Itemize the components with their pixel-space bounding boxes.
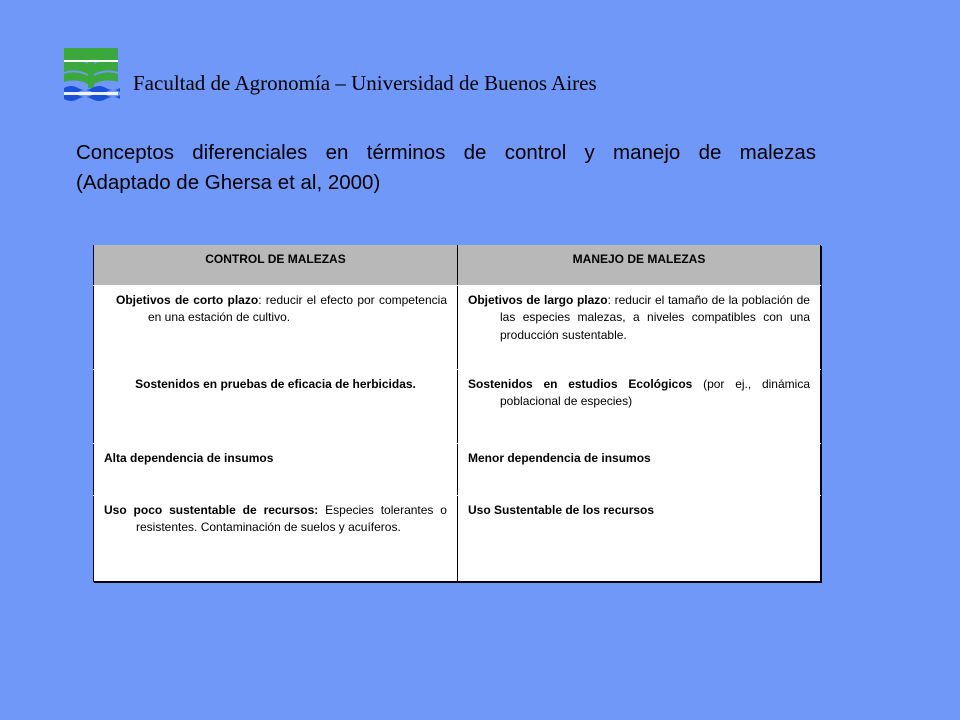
table-cell	[458, 285, 821, 369]
cell-bold: Menor dependencia de insumos	[468, 450, 651, 465]
cell-bold: Objetivos de largo plazo	[468, 292, 608, 307]
table-cell	[458, 443, 821, 495]
table-row	[94, 495, 821, 581]
table-cell	[94, 285, 458, 369]
header-control: CONTROL DE MALEZAS	[94, 245, 458, 285]
cell-text: : reducir el efecto por competencia en una estación de cultivo.	[148, 292, 447, 324]
university-shield-logo-icon	[62, 44, 120, 104]
table-cell	[458, 495, 821, 581]
header-manejo: MANEJO DE MALEZAS	[458, 245, 821, 285]
comparison-table	[93, 245, 821, 582]
table-row	[94, 285, 821, 369]
slide-title-line1: Conceptos diferenciales en términos de control y manejo de malezas	[76, 141, 816, 164]
cell-bold: Alta dependencia de insumos	[104, 450, 274, 465]
faculty-name: Facultad de Agronomía – Universidad de Buenos Aires	[133, 71, 597, 95]
table-cell	[94, 443, 458, 495]
table-row	[94, 443, 821, 495]
table-cell	[94, 495, 458, 581]
cell-bold: Sostenidos en pruebas de eficacia de herbicidas.	[135, 376, 416, 391]
cell-bold: Uso poco sustentable de recursos:	[104, 502, 319, 517]
cell-bold: Uso Sustentable de los recursos	[468, 502, 655, 517]
table-cell	[458, 369, 821, 443]
table-row	[94, 369, 821, 443]
cell-bold: Objetivos de corto plazo	[116, 292, 259, 307]
table-cell	[94, 369, 458, 443]
slide-title	[76, 138, 816, 198]
slide-title-line2: (Adaptado de Ghersa et al, 2000)	[76, 171, 381, 194]
table-header-row	[94, 245, 821, 285]
cell-text: Especies tolerantes o resistentes. Contaminación de suelos y acuíferos.	[136, 502, 447, 534]
cell-text: : reducir el tamaño de la población de las especies malezas, a niveles compatibles con una producción sustentable.	[500, 292, 810, 342]
cell-bold: Sostenidos en estudios Ecológicos	[468, 376, 693, 391]
cell-text: (por ej., dinámica poblacional de especies)	[500, 376, 810, 408]
